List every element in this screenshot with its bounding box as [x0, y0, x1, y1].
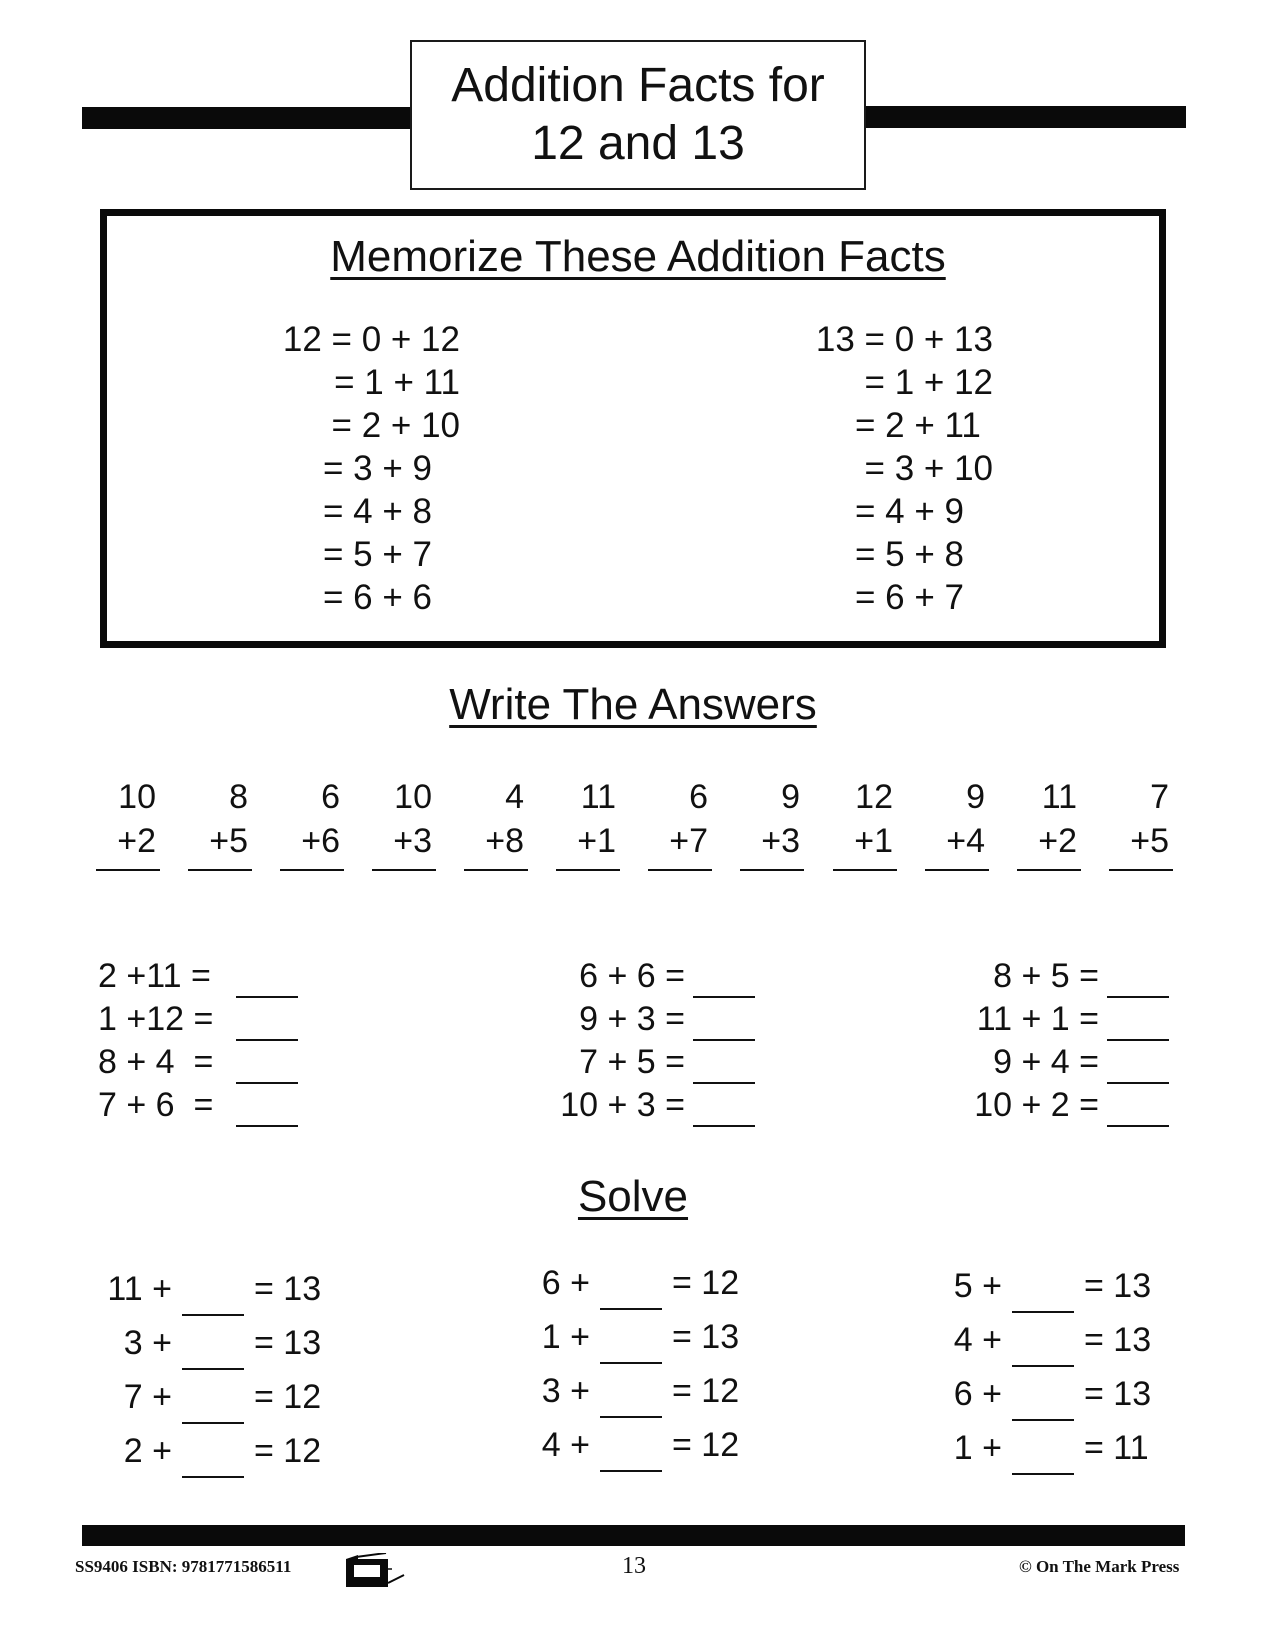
solve-row: [100, 1262, 321, 1316]
addend-bottom: +1: [577, 822, 616, 860]
answer-blank[interactable]: [236, 1009, 298, 1041]
addend-bottom: +2: [1038, 822, 1077, 860]
answer-blank[interactable]: [236, 966, 298, 998]
vertical-problem: [1109, 775, 1173, 871]
missing-addend-blank[interactable]: [182, 1384, 244, 1424]
equation-row: [954, 1084, 1169, 1127]
vertical-problem: [556, 775, 620, 871]
answer-blank[interactable]: [1107, 1009, 1169, 1041]
equation-row: [954, 955, 1169, 998]
fact-row: = 6 + 6: [323, 578, 432, 617]
solve-row: [518, 1418, 739, 1472]
addend-bottom: +4: [946, 822, 985, 860]
solve-left: 3 +: [541, 1372, 590, 1410]
solve-row: [930, 1259, 1151, 1313]
missing-addend-blank[interactable]: [1012, 1327, 1074, 1367]
fact-row: = 6 + 7: [855, 578, 964, 617]
fact-row: = 2 + 11: [855, 406, 981, 445]
equations-column-1: [98, 955, 298, 1127]
solve-left: 2 +: [123, 1432, 172, 1470]
addend-top: 4: [505, 778, 524, 816]
equation-row: [98, 955, 298, 998]
fact-row: = 3 + 9: [323, 449, 432, 488]
equation-row: [98, 1041, 298, 1084]
answer-line[interactable]: [372, 869, 436, 871]
answer-blank[interactable]: [236, 1052, 298, 1084]
solve-right: = 13: [1084, 1321, 1152, 1359]
addend-top: 9: [781, 778, 800, 816]
solve-right: = 11: [1084, 1429, 1149, 1467]
equations-column-2: [540, 955, 755, 1127]
answer-blank[interactable]: [693, 1052, 755, 1084]
solve-left: 1 +: [953, 1429, 1002, 1467]
addend-bottom: +6: [301, 822, 340, 860]
solve-row: [930, 1313, 1151, 1367]
addend-top: 6: [321, 778, 340, 816]
solve-row: [100, 1316, 321, 1370]
memorize-heading: Memorize These Addition Facts: [330, 232, 946, 281]
facts-13-column: [797, 318, 993, 619]
solve-row: [518, 1310, 739, 1364]
addend-bottom: +3: [393, 822, 432, 860]
solve-right: = 12: [254, 1378, 322, 1416]
solve-heading: Solve: [577, 1172, 689, 1221]
write-answers-heading: Write The Answers: [449, 680, 817, 729]
vertical-problem: [96, 775, 160, 871]
addend-bottom: +5: [1130, 822, 1169, 860]
solve-left: 6 +: [953, 1375, 1002, 1413]
answer-line[interactable]: [464, 869, 528, 871]
solve-row: [930, 1367, 1151, 1421]
equation-row: [954, 1041, 1169, 1084]
answer-line[interactable]: [648, 869, 712, 871]
page-title-box: [410, 40, 866, 190]
answer-line[interactable]: [1109, 869, 1173, 871]
answer-blank[interactable]: [693, 1095, 755, 1127]
vertical-problem: [648, 775, 712, 871]
answer-line[interactable]: [96, 869, 160, 871]
fact-row: 13 = 0 + 13: [815, 320, 993, 359]
addend-top: 9: [966, 778, 985, 816]
solve-right: = 13: [1084, 1267, 1152, 1305]
addend-top: 12: [855, 778, 893, 816]
footer-bar: [82, 1525, 1185, 1546]
solve-left: 7 +: [123, 1378, 172, 1416]
solve-row: [100, 1424, 321, 1478]
missing-addend-blank[interactable]: [600, 1378, 662, 1418]
answer-line[interactable]: [556, 869, 620, 871]
solve-column-1: [100, 1262, 321, 1478]
solve-left: 3 +: [123, 1324, 172, 1362]
equation-text: 9 + 3 =: [579, 1000, 685, 1038]
solve-column-2: [518, 1256, 739, 1472]
vertical-problem: [280, 775, 344, 871]
solve-left: 5 +: [953, 1267, 1002, 1305]
answer-blank[interactable]: [1107, 966, 1169, 998]
answer-blank[interactable]: [1107, 1095, 1169, 1127]
fact-row: = 1 + 12: [864, 363, 993, 402]
addend-bottom: +2: [117, 822, 156, 860]
projector-icon: [346, 1553, 410, 1589]
footer-copyright: © On The Mark Press: [1019, 1557, 1180, 1576]
equation-text: 7 + 6 =: [98, 1086, 214, 1124]
solve-right: = 13: [672, 1318, 740, 1356]
answer-blank[interactable]: [693, 1009, 755, 1041]
equation-row: [540, 955, 755, 998]
equation-row: [98, 1084, 298, 1127]
fact-row: = 4 + 9: [855, 492, 964, 531]
vertical-problem: [372, 775, 436, 871]
page-title-line-2: 12 and 13: [531, 117, 745, 170]
solve-right: = 12: [254, 1432, 322, 1470]
addend-bottom: +7: [669, 822, 708, 860]
solve-row: [518, 1364, 739, 1418]
vertical-problem: [740, 775, 804, 871]
equation-text: 7 + 5 =: [579, 1043, 685, 1081]
addend-top: 11: [580, 778, 616, 816]
addend-top: 8: [229, 778, 248, 816]
fact-row: = 5 + 7: [323, 535, 432, 574]
solve-right: = 12: [672, 1264, 740, 1302]
answer-blank[interactable]: [1107, 1052, 1169, 1084]
addend-bottom: +3: [761, 822, 800, 860]
missing-addend-blank[interactable]: [1012, 1381, 1074, 1421]
fact-row: = 3 + 10: [864, 449, 993, 488]
equation-text: 10 + 2 =: [974, 1086, 1099, 1124]
equation-row: [540, 1041, 755, 1084]
equation-text: 2 +11 =: [98, 957, 211, 995]
equation-row: [954, 998, 1169, 1041]
addend-top: 11: [1041, 778, 1077, 816]
solve-right: = 12: [672, 1372, 740, 1410]
answer-line[interactable]: [925, 869, 989, 871]
fact-row: = 2 + 10: [331, 406, 460, 445]
fact-row: = 1 + 11: [334, 363, 460, 402]
fact-row: = 5 + 8: [855, 535, 964, 574]
solve-left: 4 +: [953, 1321, 1002, 1359]
addend-bottom: +1: [854, 822, 893, 860]
addend-top: 6: [689, 778, 708, 816]
answer-line[interactable]: [1017, 869, 1081, 871]
vertical-problem: [833, 775, 897, 871]
answer-line[interactable]: [280, 869, 344, 871]
vertical-problem: [1017, 775, 1081, 871]
missing-addend-blank[interactable]: [182, 1276, 244, 1316]
missing-addend-blank[interactable]: [600, 1324, 662, 1364]
addend-bottom: +5: [209, 822, 248, 860]
equation-text: 1 +12 =: [98, 1000, 214, 1038]
page-title-line-1: Addition Facts for: [451, 59, 825, 112]
solve-left: 1 +: [541, 1318, 590, 1356]
missing-addend-blank[interactable]: [600, 1432, 662, 1472]
equation-row: [540, 1084, 755, 1127]
addend-top: 10: [394, 778, 432, 816]
solve-left: 4 +: [541, 1426, 590, 1464]
solve-left: 11 +: [107, 1270, 172, 1308]
fact-row: = 4 + 8: [323, 492, 432, 531]
solve-right: = 13: [254, 1324, 322, 1362]
solve-row: [100, 1370, 321, 1424]
page-number: 13: [622, 1553, 646, 1579]
header-bar-right: [864, 106, 1186, 128]
equation-text: 9 + 4 =: [993, 1043, 1099, 1081]
footer-code-isbn: SS9406 ISBN: 9781771586511: [75, 1557, 292, 1576]
vertical-problem: [464, 775, 528, 871]
equation-text: 6 + 6 =: [579, 957, 685, 995]
missing-addend-blank[interactable]: [1012, 1273, 1074, 1313]
missing-addend-blank[interactable]: [182, 1438, 244, 1478]
addend-top: 7: [1150, 778, 1169, 816]
vertical-problem: [188, 775, 252, 871]
vertical-problem: [925, 775, 989, 871]
solve-row: [518, 1256, 739, 1310]
answer-blank[interactable]: [693, 966, 755, 998]
equation-row: [98, 998, 298, 1041]
fact-row: 12 = 0 + 12: [282, 320, 460, 359]
equation-row: [540, 998, 755, 1041]
equation-text: 8 + 4 =: [98, 1043, 214, 1081]
missing-addend-blank[interactable]: [1012, 1435, 1074, 1475]
answer-line[interactable]: [740, 869, 804, 871]
solve-right: = 13: [254, 1270, 322, 1308]
solve-row: [930, 1421, 1151, 1475]
answer-line[interactable]: [188, 869, 252, 871]
solve-column-3: [930, 1259, 1151, 1475]
solve-right: = 13: [1084, 1375, 1152, 1413]
answer-blank[interactable]: [236, 1095, 298, 1127]
solve-right: = 12: [672, 1426, 740, 1464]
equation-text: 11 + 1 =: [976, 1000, 1099, 1038]
solve-left: 6 +: [541, 1264, 590, 1302]
missing-addend-blank[interactable]: [600, 1270, 662, 1310]
header-bar-left: [82, 107, 412, 129]
equation-text: 10 + 3 =: [560, 1086, 685, 1124]
addend-top: 10: [118, 778, 156, 816]
missing-addend-blank[interactable]: [182, 1330, 244, 1370]
equation-text: 8 + 5 =: [993, 957, 1099, 995]
answer-line[interactable]: [833, 869, 897, 871]
facts-12-column: [265, 318, 460, 619]
equations-column-3: [954, 955, 1169, 1127]
addend-bottom: +8: [485, 822, 524, 860]
